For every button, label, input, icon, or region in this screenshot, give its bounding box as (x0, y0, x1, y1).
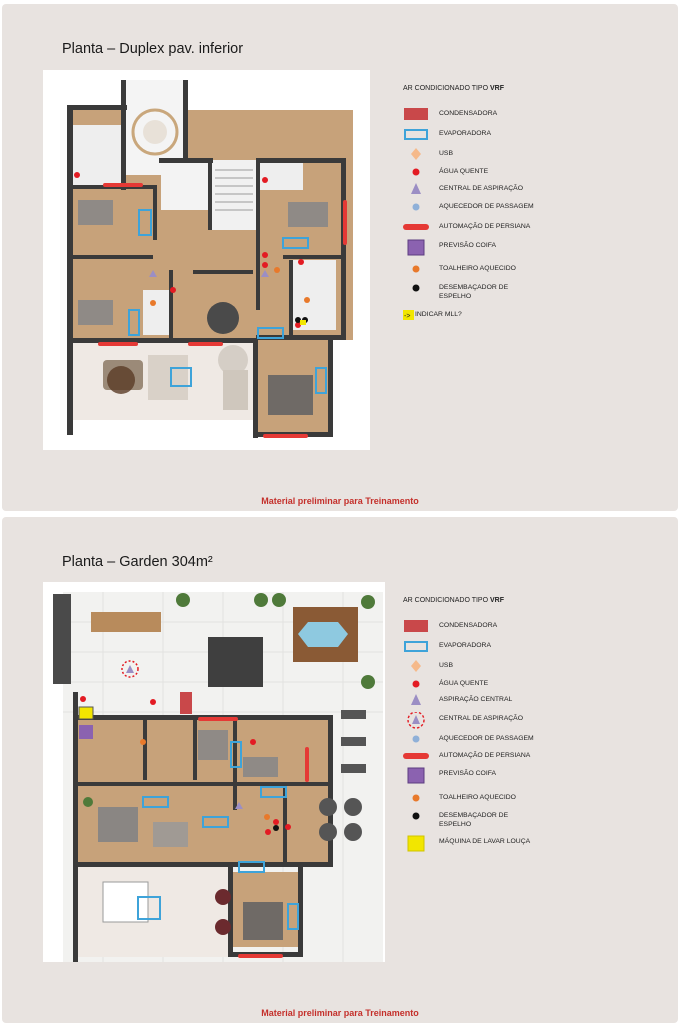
legend-label: CENTRAL DE ASPIRAÇÃO (439, 185, 523, 192)
legend-label: ÁGUA QUENTE (439, 168, 489, 175)
aquecedor-dot (403, 732, 429, 746)
legend-label: EVAPORADORA (439, 130, 491, 137)
usb-icon (403, 659, 429, 673)
floor-plan-drawing (43, 582, 385, 962)
central-aspiracao-icon (403, 712, 429, 726)
legend-label: PREVISÃO COIFA (439, 770, 497, 777)
legend-label: AUTOMAÇÃO DE PERSIANA (439, 752, 531, 759)
legend (403, 597, 603, 857)
desembacador-dot (403, 809, 429, 823)
legend-label: USB (439, 150, 453, 157)
legend-label: CENTRAL DE ASPIRAÇÃO (439, 715, 523, 722)
legend-label: TOALHEIRO AQUECIDO (439, 794, 516, 801)
floor-plan-garden (43, 582, 385, 962)
coifa-square (403, 767, 429, 781)
legend-label: ASPIRAÇÃO CENTRAL (439, 696, 513, 703)
slide-title: Planta – Garden 304m² (62, 554, 213, 570)
evaporadora-symbol (403, 639, 429, 653)
slide-garden (2, 517, 678, 1023)
legend-label: DESEMBAÇADOR DE ESPELHO (439, 284, 509, 300)
automacao-bar (403, 220, 429, 234)
condensadora-symbol (403, 619, 429, 633)
toalheiro-dot (403, 791, 429, 805)
legend-label: MÁQUINA DE LAVAR LOUÇA (439, 838, 531, 845)
agua-quente-dot (403, 677, 429, 691)
evaporadora-symbol (403, 127, 429, 141)
desembacador-dot (403, 281, 429, 295)
legend-label: TOALHEIRO AQUECIDO (439, 265, 516, 272)
condensadora-symbol (403, 107, 429, 121)
legend-label: USB (439, 662, 453, 669)
agua-quente-dot (403, 165, 429, 179)
automacao-bar (403, 749, 429, 763)
coifa-square (403, 239, 429, 253)
legend-label: CONDENSADORA (439, 622, 498, 629)
aquecedor-dot (403, 200, 429, 214)
legend-label: DESEMBAÇADOR DE ESPELHO (439, 812, 509, 828)
footer-note: Material preliminar para Treinamento (261, 496, 419, 506)
lava-louca-square (403, 835, 429, 849)
usb-icon (403, 147, 429, 161)
legend-label: EVAPORADORA (439, 642, 491, 649)
floor-plan-duplex (43, 70, 370, 450)
legend-label: ÁGUA QUENTE (439, 680, 489, 687)
legend-label: AQUECEDOR DE PASSAGEM (439, 203, 534, 210)
floor-plan-drawing (43, 70, 370, 450)
legend-label: AUTOMAÇÃO DE PERSIANA (439, 223, 531, 230)
legend-title: AR CONDICIONADO TIPO VRF (403, 85, 504, 92)
slide-duplex (2, 4, 678, 511)
aspiracao-triangle-icon (403, 182, 429, 196)
legend-label: INDICAR MLL? (415, 311, 462, 318)
toalheiro-dot (403, 262, 429, 276)
legend-label: AQUECEDOR DE PASSAGEM (439, 735, 534, 742)
legend-title: AR CONDICIONADO TIPO VRF (403, 597, 504, 604)
legend-label: PREVISÃO COIFA (439, 242, 497, 249)
legend (403, 85, 603, 335)
aspiracao-triangle-icon (403, 693, 429, 707)
slide-title: Planta – Duplex pav. inferior (62, 41, 244, 57)
legend-label: CONDENSADORA (439, 110, 498, 117)
footer-note: Material preliminar para Treinamento (261, 1008, 419, 1018)
svg-text:->: -> (404, 313, 411, 320)
